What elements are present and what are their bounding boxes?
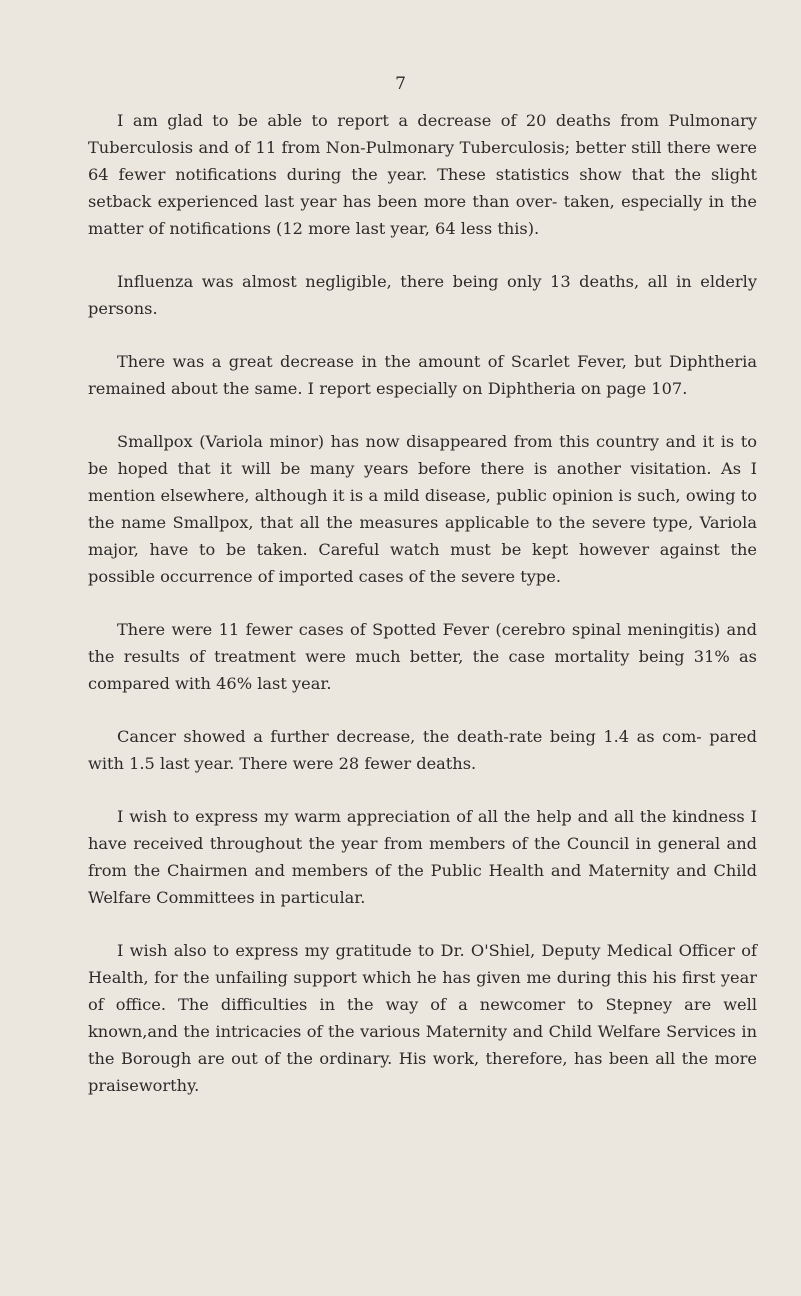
paragraph-cancer: Cancer showed a further decrease, the death-rate being 1.4 as com- pared with 1.5 last year. There were 28 fewer deaths. xyxy=(88,727,757,773)
paragraph-scarlet-fever-diphtheria: There was a great decrease in the amount of Scarlet Fever, but Diphtheria remained about the same. I report especially on Diphtheria on page 107. xyxy=(88,352,757,398)
paragraph-appreciation: I wish to express my warm appreciation of all the help and all the kindness I have received throughout the year from members of the Council in general and from the Chairmen and members of the Public Health and Maternity and Child Welfare Committees in particular. xyxy=(88,807,757,907)
paragraph-tuberculosis: I am glad to be able to report a decrease of 20 deaths from Pulmonary Tuberculosis and of 11 from Non-Pulmonary Tuberculosis; better still there were 64 fewer notifications during the year. These statistics show that the slight setback experienced last year has been more than over- taken, especially in the matter of notifications (12 more last year, 64 less this). xyxy=(88,111,757,238)
paragraph-gratitude: I wish also to express my gratitude to Dr. O'Shiel, Deputy Medical Officer of Health, for the unfailing support which he has given me during this his first year of office. The difficulties in the way of a newcomer to Stepney are well known,and the intricacies of the various Maternity and Child Welfare Services in the Borough are out of the ordinary. His work, therefore, has been all the more praiseworthy. xyxy=(88,941,757,1095)
body-text xyxy=(88,107,757,1099)
paragraph-spotted-fever: There were 11 fewer cases of Spotted Fever (cerebro spinal meningitis) and the results of treatment were much better, the case mortality being 31% as compared with 46% last year. xyxy=(88,620,757,693)
page-number: 7 xyxy=(395,74,406,94)
paragraph-smallpox: Smallpox (Variola minor) has now disappeared from this country and it is to be hoped that it will be many years before there is another visitation. As I mention elsewhere, although it is a mild disease, public opinion is such, owing to the name Smallpox, that all the measures applicable to the severe type, Variola major, have to be taken. Careful watch must be kept however against the possible occurrence of imported cases of the severe type. xyxy=(88,432,757,586)
paragraph-influenza: Influenza was almost negligible, there being only 13 deaths, all in elderly persons. xyxy=(88,272,757,318)
